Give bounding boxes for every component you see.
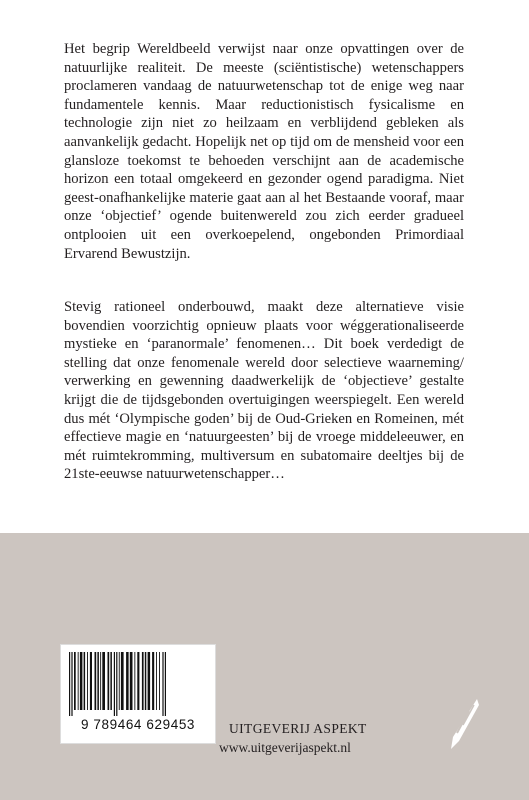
barcode-bar bbox=[126, 652, 129, 710]
barcode-bar bbox=[145, 652, 147, 710]
barcode-bar bbox=[69, 652, 70, 716]
barcode-bar bbox=[137, 652, 139, 710]
barcode-bar bbox=[110, 652, 112, 710]
blurb-paragraph-2: Stevig rationeel onderbouwd, maakt deze alternatieve visie bovendien voorzichtig opnieuw plaats voor wéggerationaliseerde mystieke en ‘paranormale’ fenomenen… Dit boek verdedigt de stelling dat onze fenomenale wereld door selectieve waarneming/ verwerking en gewenning daadwerkelijk de ‘objectieve’ gestalte krijgt die de tijdsgebonden overtuigingen weerspiegelt. Een wereld dus mét ‘Olympische goden’ bij de Oud-Grieken en Romeinen, mét effectieve magie en ‘natuurgeesten’ bij de vroege middeleeuwer, en mét ruimtekromming, multiversum en subatomaire deeltjes bij de 21ste-eeuwse natuurwetenschapper… bbox=[64, 299, 464, 483]
blurb-paragraph-1: Het begrip Wereldbeeld verwijst naar onze opvattingen over de natuurlijke realiteit. De meeste (sciëntistische) wetenschappers proclameren vandaag de natuurwetenschap tot de enige weg naar fundamentele kennis. Maar reductionistisch fysicalisme en technologie zijn niet zo heilzaam en verblijdend gebleken als aanvankelijk gedacht. Hopelijk net op tijd om de mensheid voor een glansloze toekomst te behoeden verschijnt aan de academische horizon een totaal omgekeerd en gezonder ogend paradigma. Niet geest-onafhankelijke materie gaat aan al het Bestaande vooraf, maar onze ‘objectief’ ogende buitenwereld zou zich eerder gradueel ontplooien uit een overkoepelend, ongebonden Primordiaal Ervarend Bewustzijn. bbox=[64, 41, 464, 262]
barcode-icon bbox=[67, 652, 209, 716]
barcode-bar bbox=[108, 652, 110, 710]
barcode-bar bbox=[130, 652, 133, 710]
barcode-bar bbox=[100, 652, 101, 710]
barcode-bar bbox=[78, 652, 79, 710]
barcode-bar bbox=[152, 652, 154, 710]
barcode-bar bbox=[87, 652, 88, 710]
barcode-bar bbox=[84, 652, 86, 710]
barcode-bar bbox=[156, 652, 157, 710]
barcode-bar bbox=[142, 652, 144, 710]
isbn-barcode bbox=[60, 644, 216, 744]
barcode-bar bbox=[97, 652, 99, 710]
barcode-bar bbox=[159, 652, 160, 710]
barcode-bar bbox=[162, 652, 163, 716]
barcode-bar bbox=[116, 652, 117, 716]
barcode-bar bbox=[148, 652, 151, 710]
barcode-bar bbox=[114, 652, 115, 716]
publisher-name: UITGEVERIJ ASPEKT bbox=[229, 721, 367, 736]
barcode-bar bbox=[71, 652, 72, 716]
barcode-bar bbox=[102, 652, 105, 710]
publisher-url: www.uitgeverijaspekt.nl bbox=[219, 740, 351, 755]
barcode-bar bbox=[74, 652, 76, 710]
barcode-bar bbox=[134, 652, 135, 710]
barcode-bar bbox=[121, 652, 124, 710]
barcode-bar bbox=[90, 652, 92, 710]
isbn-number: 9 789464 629453 bbox=[80, 717, 196, 732]
barcode-bar bbox=[80, 652, 83, 710]
barcode-bar bbox=[165, 652, 166, 716]
barcode-bar bbox=[95, 652, 97, 710]
barcode-bar bbox=[119, 652, 120, 710]
aspekt-quill-logo-icon bbox=[447, 697, 481, 753]
